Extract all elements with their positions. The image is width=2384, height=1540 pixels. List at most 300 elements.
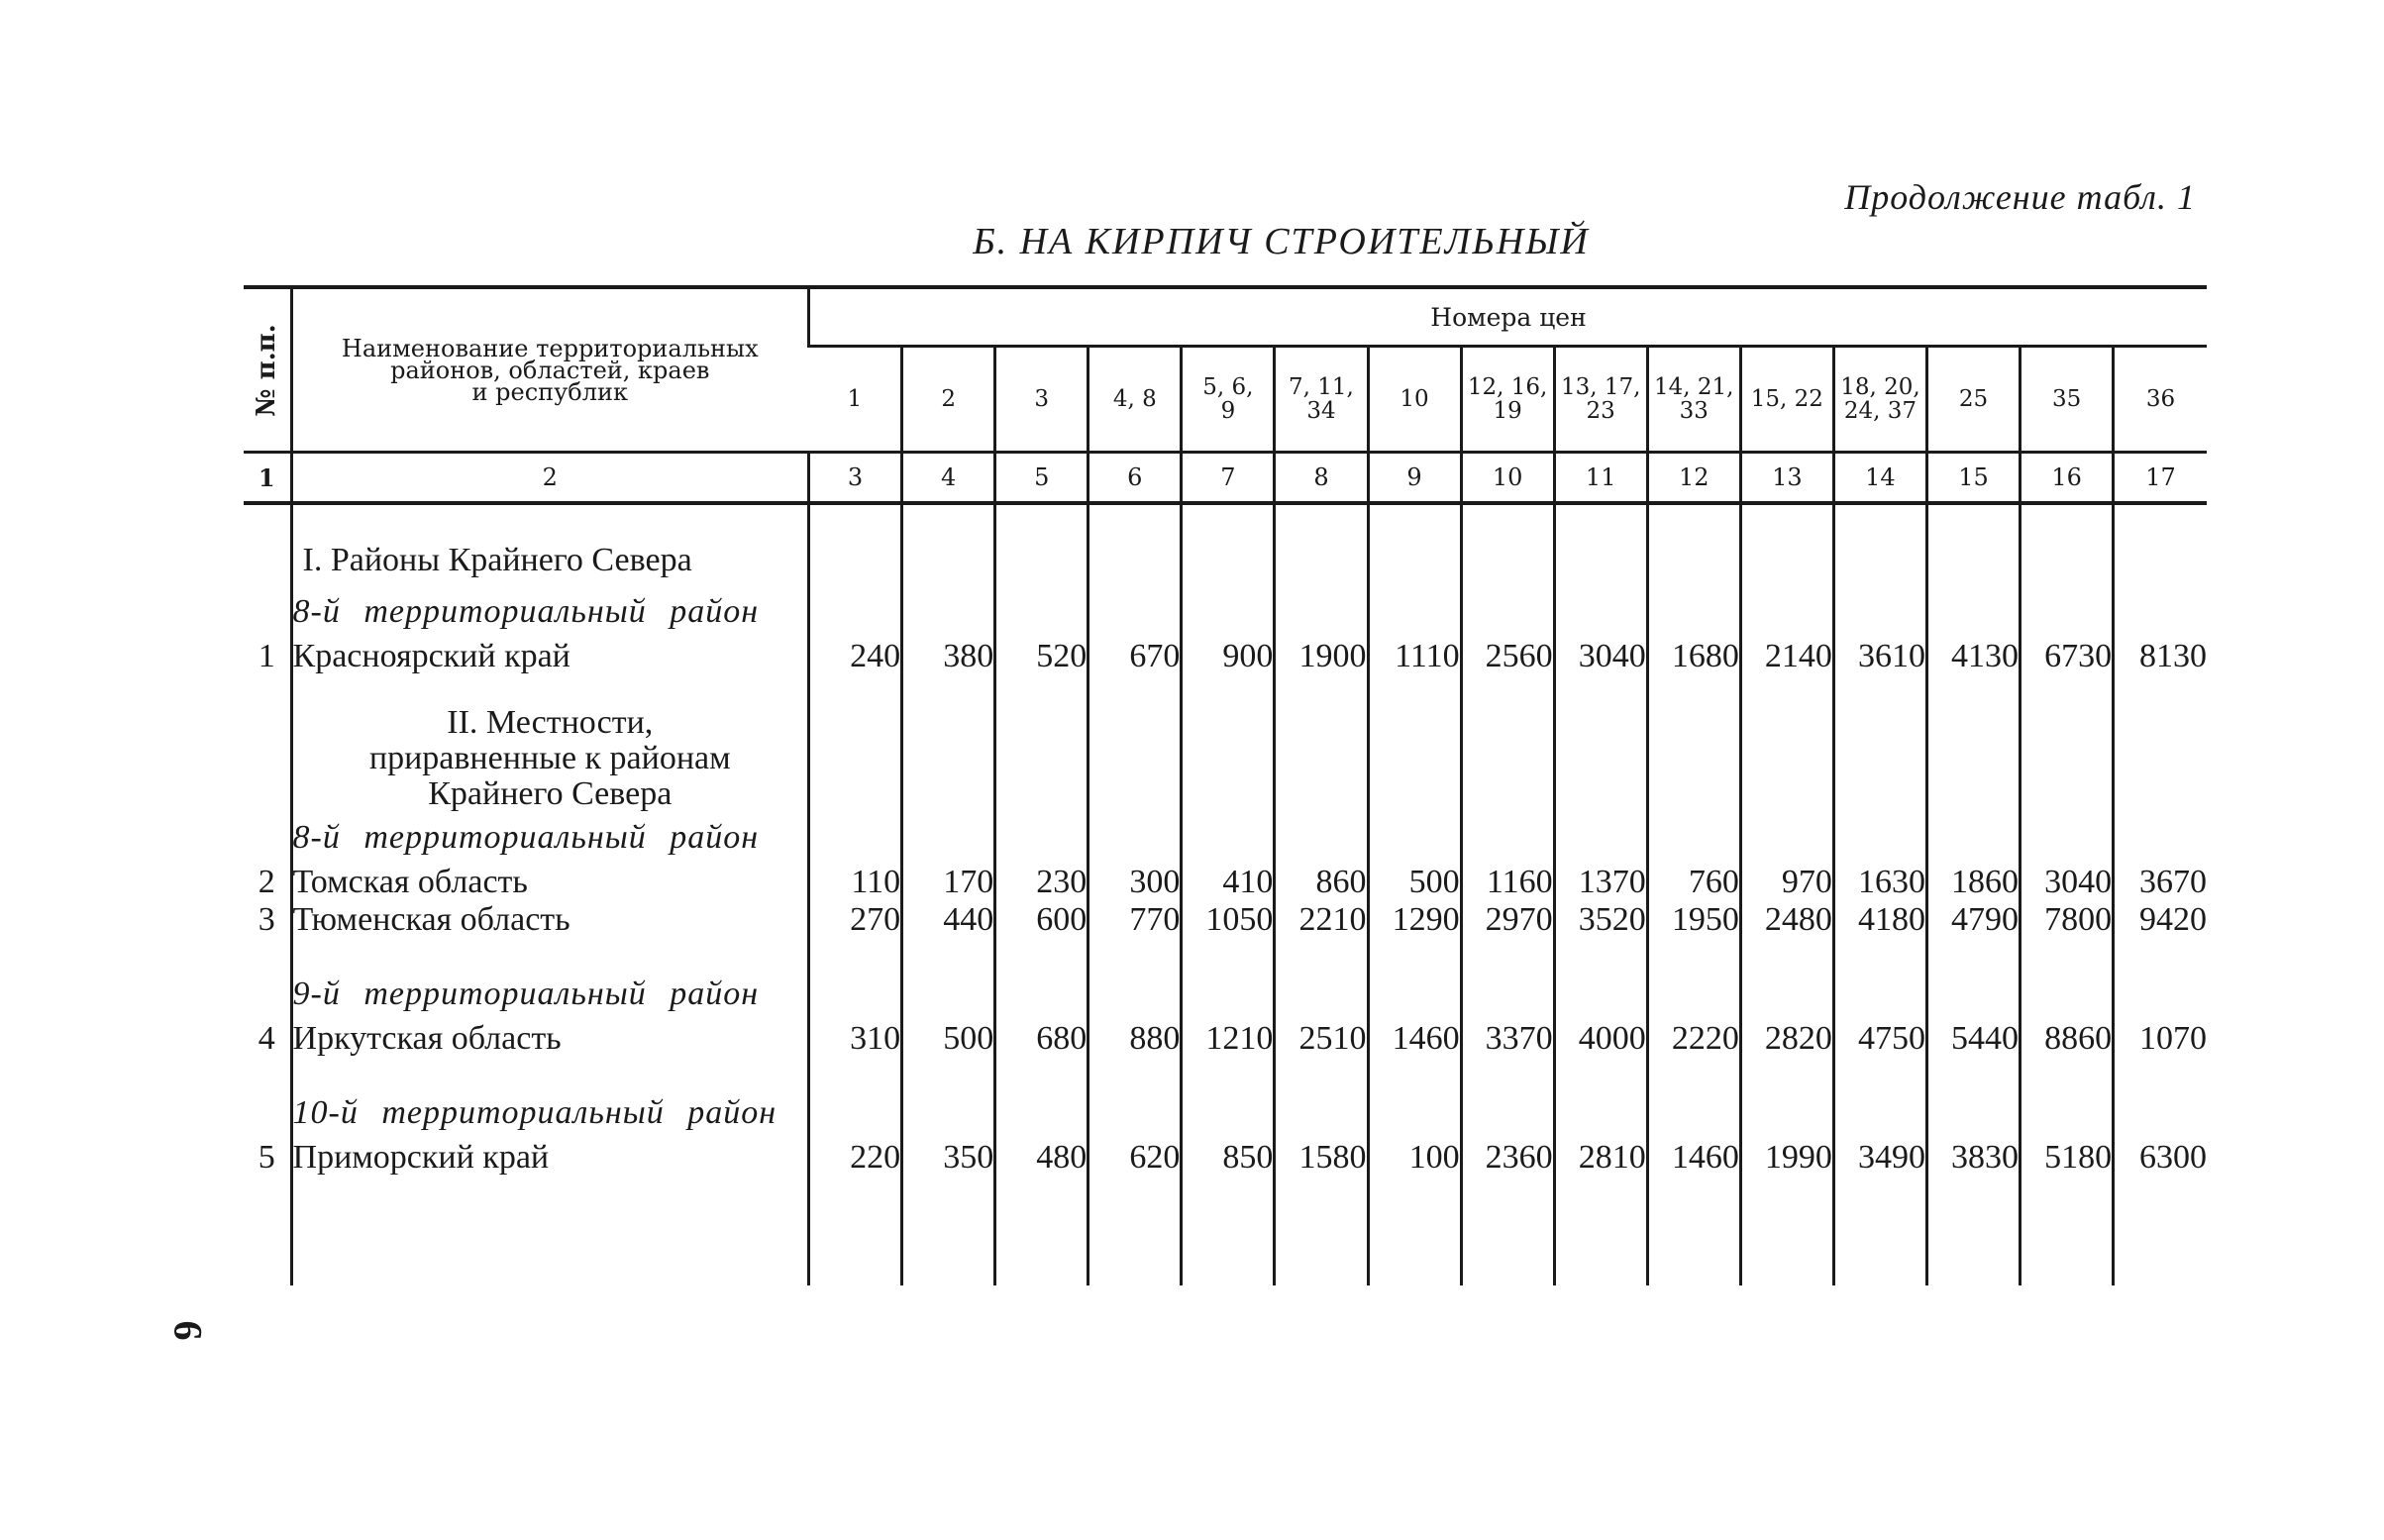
territory-name: Тюменская область [291,901,809,939]
empty-cell [1182,675,1275,705]
empty-cell [1368,969,1461,1020]
empty-cell [1926,812,2020,864]
empty-cell [809,969,902,1020]
column-number: 4 [902,453,995,504]
empty-cell [1926,939,2020,969]
empty-cell [1833,969,1926,1020]
empty-cell [1833,1058,1926,1087]
empty-cell [902,1177,995,1285]
price-cell: 4750 [1833,1020,1926,1058]
empty-cell [2021,812,2114,864]
empty-cell [1926,1177,2020,1285]
price-cell: 300 [1088,864,1182,901]
price-cell: 1900 [1275,638,1368,675]
territory-name: Иркутская область [291,1020,809,1058]
empty-cell [1275,1058,1368,1087]
empty-cell [902,812,995,864]
empty-cell [244,1058,291,1087]
empty-cell [1368,535,1461,586]
price-cell: 220 [809,1139,902,1177]
empty-cell [1833,705,1926,812]
empty-cell [809,1087,902,1139]
empty-cell [1740,503,1833,535]
empty-cell [995,939,1088,969]
empty-cell [902,503,995,535]
empty-cell [1182,969,1275,1020]
price-cell: 900 [1182,638,1275,675]
empty-cell [995,969,1088,1020]
empty-cell [1368,705,1461,812]
price-cell: 2360 [1461,1139,1554,1177]
territory-name: Приморский край [291,1139,809,1177]
empty-cell [244,675,291,705]
empty-cell [2114,705,2207,812]
empty-cell [1461,675,1554,705]
territory-name: Томская область [291,864,809,901]
price-cell: 860 [1275,864,1368,901]
district-heading: 10-й территориальный район [291,1087,809,1139]
empty-cell [1833,1177,1926,1285]
column-number: 6 [1088,453,1182,504]
empty-cell [902,969,995,1020]
empty-cell [995,535,1088,586]
column-number: 3 [809,453,902,504]
price-cell: 1210 [1182,1020,1275,1058]
empty-cell [291,503,809,535]
empty-cell [1182,1058,1275,1087]
empty-cell [291,1058,809,1087]
empty-cell [1368,675,1461,705]
price-cell: 440 [902,901,995,939]
empty-cell [2114,675,2207,705]
header-price-number: 1 [847,386,863,412]
price-cell: 9420 [2114,901,2207,939]
column-number: 9 [1368,453,1461,504]
empty-cell [1461,705,1554,812]
empty-cell [1554,969,1647,1020]
column-number: 17 [2114,453,2207,504]
price-cell: 1680 [1647,638,1740,675]
empty-cell [1647,675,1740,705]
empty-cell [1182,939,1275,969]
price-cell: 1950 [1647,901,1740,939]
section-heading: II. Местности, приравненные к районам Крайнего Севера [291,705,809,812]
empty-cell [1554,705,1647,812]
empty-cell [1647,939,1740,969]
empty-cell [1275,812,1368,864]
header-price-number: 15, 22 [1740,347,1833,453]
empty-cell [1182,1177,1275,1285]
empty-cell [1182,812,1275,864]
price-cell: 3370 [1461,1020,1554,1058]
price-cell: 170 [902,864,995,901]
empty-cell [1461,586,1554,638]
empty-cell [1088,969,1182,1020]
empty-cell [1554,1058,1647,1087]
empty-cell [902,939,995,969]
price-cell: 230 [995,864,1088,901]
empty-cell [1926,586,2020,638]
empty-cell [244,503,291,535]
price-cell: 4180 [1833,901,1926,939]
empty-cell [2114,1177,2207,1285]
header-price-number: 3 [995,347,1088,453]
price-cell: 620 [1088,1139,1182,1177]
empty-cell [1647,1087,1740,1139]
empty-cell [1275,675,1368,705]
price-cell: 3670 [2114,864,2207,901]
territory-name: Красноярский край [291,638,809,675]
empty-cell [1368,1058,1461,1087]
column-number: 5 [995,453,1088,504]
empty-cell [1740,675,1833,705]
price-cell: 480 [995,1139,1088,1177]
price-cell: 110 [809,864,902,901]
empty-cell [1275,586,1368,638]
empty-cell [995,1058,1088,1087]
empty-cell [2114,503,2207,535]
empty-cell [1647,503,1740,535]
empty-cell [1740,969,1833,1020]
empty-cell [2021,1058,2114,1087]
column-number: 13 [1740,453,1833,504]
price-cell: 1050 [1182,901,1275,939]
header-row-number [244,287,291,453]
price-cell: 2970 [1461,901,1554,939]
empty-cell [995,812,1088,864]
price-cell: 2510 [1275,1020,1368,1058]
price-cell: 2480 [1740,901,1833,939]
empty-cell [1182,586,1275,638]
empty-cell [902,1058,995,1087]
empty-cell [1647,969,1740,1020]
empty-cell [2021,675,2114,705]
column-number: 15 [1926,453,2020,504]
empty-cell [1926,503,2020,535]
table-title: Б. НА КИРПИЧ СТРОИТЕЛЬНЫЙ [973,221,1590,262]
empty-cell [1461,535,1554,586]
empty-cell [1647,1058,1740,1087]
empty-cell [995,675,1088,705]
empty-cell [1368,939,1461,969]
empty-cell [1461,503,1554,535]
empty-cell [1740,1177,1833,1285]
empty-cell [1926,705,2020,812]
empty-cell [291,1177,809,1285]
empty-cell [244,969,291,1020]
empty-cell [2114,969,2207,1020]
empty-cell [902,675,995,705]
empty-cell [1368,1177,1461,1285]
empty-cell [1182,705,1275,812]
empty-cell [809,586,902,638]
empty-cell [809,1177,902,1285]
empty-cell [244,535,291,586]
column-number: 10 [1461,453,1554,504]
empty-cell [1461,969,1554,1020]
price-cell: 670 [1088,638,1182,675]
table-body [244,503,2207,1285]
column-number: 12 [1647,453,1740,504]
page-number: 6 [165,1320,211,1341]
header-price-number: 5, 6, 9 [1182,347,1275,453]
table-row [244,901,2207,939]
empty-cell [1740,705,1833,812]
empty-cell [2021,503,2114,535]
empty-cell [1461,1087,1554,1139]
price-cell: 5180 [2021,1139,2114,1177]
empty-cell [1740,939,1833,969]
empty-cell [2021,939,2114,969]
empty-cell [1647,586,1740,638]
price-cell: 8860 [2021,1020,2114,1058]
empty-cell [1926,535,2020,586]
header-territory-name: Наименование территориальных районов, областей, краев и республик [291,287,809,453]
header-price-number: 35 [2021,347,2114,453]
empty-cell [809,535,902,586]
price-cell: 2210 [1275,901,1368,939]
empty-cell [1088,586,1182,638]
empty-cell [1740,1058,1833,1087]
empty-cell [995,503,1088,535]
empty-cell [809,939,902,969]
empty-cell [902,1087,995,1139]
price-cell: 1070 [2114,1020,2207,1058]
empty-cell [1554,535,1647,586]
empty-cell [1461,812,1554,864]
column-number: 2 [291,453,809,504]
price-cell: 3040 [2021,864,2114,901]
empty-cell [1926,675,2020,705]
empty-cell [1647,812,1740,864]
table-row [244,864,2207,901]
empty-cell [1368,1087,1461,1139]
district-heading: 8-й территориальный район [291,812,809,864]
empty-cell [2114,586,2207,638]
column-number: 1 [244,453,291,504]
empty-cell [2114,939,2207,969]
table-row [244,1020,2207,1058]
empty-cell [1182,1087,1275,1139]
empty-cell [1461,1058,1554,1087]
column-number: 11 [1554,453,1647,504]
empty-cell [244,1087,291,1139]
empty-cell [1088,1058,1182,1087]
empty-cell [1088,812,1182,864]
empty-cell [1275,705,1368,812]
price-table [244,285,2207,1285]
price-cell: 4790 [1926,901,2020,939]
empty-cell [902,586,995,638]
empty-cell [2114,1087,2207,1139]
column-number: 14 [1833,453,1926,504]
header-price-group: Номера цен [809,287,2207,347]
price-cell: 880 [1088,1020,1182,1058]
section-heading: I. Районы Крайнего Севера [291,535,809,586]
price-cell: 1630 [1833,864,1926,901]
empty-cell [1368,586,1461,638]
empty-cell [1833,586,1926,638]
empty-cell [1461,1177,1554,1285]
empty-cell [2021,586,2114,638]
price-cell: 770 [1088,901,1182,939]
empty-cell [1088,1087,1182,1139]
empty-cell [2021,535,2114,586]
empty-cell [1833,1087,1926,1139]
price-cell: 3520 [1554,901,1647,939]
price-cell: 310 [809,1020,902,1058]
price-cell: 3610 [1833,638,1926,675]
price-cell: 760 [1647,864,1740,901]
empty-cell [1088,1177,1182,1285]
empty-cell [1088,675,1182,705]
empty-cell [1554,503,1647,535]
empty-cell [809,503,902,535]
header-price-number: 10 [1368,347,1461,453]
price-cell: 1110 [1368,638,1461,675]
empty-cell [1833,812,1926,864]
empty-cell [1926,969,2020,1020]
price-cell: 100 [1368,1139,1461,1177]
price-cell: 680 [995,1020,1088,1058]
empty-cell [2021,969,2114,1020]
header-price-number: 4, 8 [1088,347,1182,453]
empty-cell [1275,939,1368,969]
header-price-number: 2 [902,347,995,453]
price-cell: 4000 [1554,1020,1647,1058]
price-cell: 500 [902,1020,995,1058]
continuation-note: Продолжение табл. 1 [1844,177,2196,217]
empty-cell [809,812,902,864]
empty-cell [1740,812,1833,864]
empty-cell [1554,939,1647,969]
price-cell: 3490 [1833,1139,1926,1177]
row-number: 4 [258,1020,275,1057]
empty-cell [1275,969,1368,1020]
district-heading: 8-й территориальный район [291,586,809,638]
row-number: 1 [258,638,275,674]
row-number: 3 [258,901,275,938]
empty-cell [2114,535,2207,586]
empty-cell [2021,1087,2114,1139]
price-cell: 2140 [1740,638,1833,675]
empty-cell [1461,939,1554,969]
price-cell: 1460 [1368,1020,1461,1058]
empty-cell [1833,675,1926,705]
empty-cell [1554,675,1647,705]
empty-cell [1647,535,1740,586]
empty-cell [1926,1058,2020,1087]
table-row [244,638,2207,675]
empty-cell [995,586,1088,638]
price-cell: 1290 [1368,901,1461,939]
empty-cell [1275,503,1368,535]
empty-cell [902,535,995,586]
empty-cell [1182,503,1275,535]
price-cell: 1160 [1461,864,1554,901]
price-cell: 5440 [1926,1020,2020,1058]
empty-cell [1740,535,1833,586]
table-row [244,1139,2207,1177]
empty-cell [1833,939,1926,969]
empty-cell [244,1177,291,1285]
empty-cell [1554,1177,1647,1285]
empty-cell [1740,586,1833,638]
price-cell: 6730 [2021,638,2114,675]
price-cell: 350 [902,1139,995,1177]
empty-cell [809,675,902,705]
empty-cell [809,1058,902,1087]
empty-cell [244,939,291,969]
column-number: 8 [1275,453,1368,504]
header-price-number: 12, 16, 19 [1461,347,1554,453]
empty-cell [291,939,809,969]
empty-cell [1554,586,1647,638]
price-cell: 2810 [1554,1139,1647,1177]
price-cell: 380 [902,638,995,675]
price-cell: 3040 [1554,638,1647,675]
column-number: 7 [1182,453,1275,504]
price-cell: 270 [809,901,902,939]
row-number: 5 [258,1139,275,1176]
empty-cell [244,586,291,638]
price-cell: 970 [1740,864,1833,901]
empty-cell [1088,705,1182,812]
price-cell: 2220 [1647,1020,1740,1058]
empty-cell [1833,535,1926,586]
empty-cell [2114,812,2207,864]
empty-cell [1275,1087,1368,1139]
price-cell: 500 [1368,864,1461,901]
empty-cell [2021,705,2114,812]
column-number: 16 [2021,453,2114,504]
header-row-number-label: № п.п. [252,323,282,417]
empty-cell [995,1087,1088,1139]
price-cell: 1990 [1740,1139,1833,1177]
empty-cell [1368,812,1461,864]
empty-cell [995,1177,1088,1285]
price-cell: 1860 [1926,864,2020,901]
header-price-number: 25 [1926,347,2020,453]
price-cell: 4130 [1926,638,2020,675]
price-cell: 850 [1182,1139,1275,1177]
empty-cell [2114,1058,2207,1087]
header-price-number: 14, 21, 33 [1647,347,1740,453]
table-header [244,287,2207,503]
price-cell: 2560 [1461,638,1554,675]
header-price-number: 36 [2114,347,2207,453]
empty-cell [1088,503,1182,535]
price-cell: 8130 [2114,638,2207,675]
empty-cell [1368,503,1461,535]
price-cell: 3830 [1926,1139,2020,1177]
empty-cell [902,705,995,812]
empty-cell [809,705,902,812]
empty-cell [1275,535,1368,586]
price-cell: 1460 [1647,1139,1740,1177]
empty-cell [1275,1177,1368,1285]
empty-cell [1833,503,1926,535]
empty-cell [1554,812,1647,864]
price-cell: 7800 [2021,901,2114,939]
price-cell: 410 [1182,864,1275,901]
price-cell: 240 [809,638,902,675]
empty-cell [1926,1087,2020,1139]
price-cell: 1370 [1554,864,1647,901]
row-number: 2 [258,864,275,900]
empty-cell [1088,939,1182,969]
district-heading: 9-й территориальный район [291,969,809,1020]
